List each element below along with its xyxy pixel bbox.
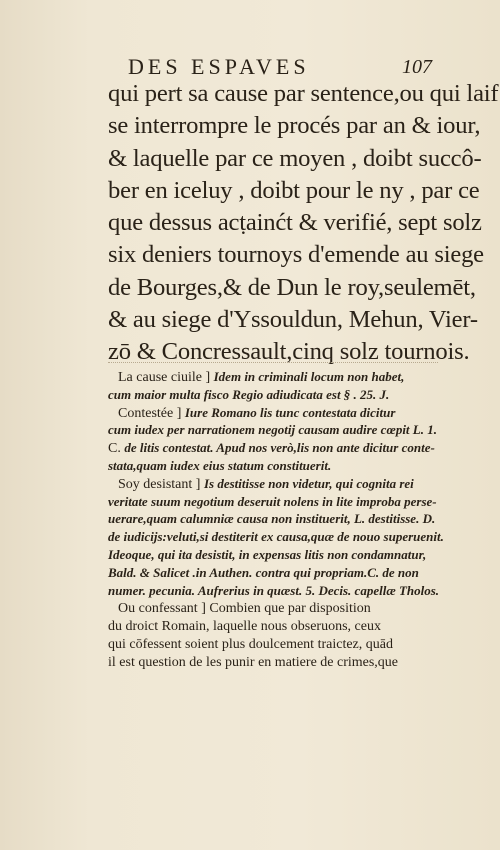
- annotations: [108, 368, 460, 671]
- main-line: de Bourges,& de Dun le roy,seulemēt,: [108, 273, 476, 301]
- running-head: DES ESPAVES: [128, 54, 310, 79]
- note-line: il est question de les punir en matiere de crimes,que: [108, 654, 399, 670]
- page-number: 107: [402, 56, 432, 78]
- note-line: veritate suum negotium deseruit nolens in lite improba perse-: [108, 493, 437, 509]
- note-line: C. de litis contestat. Apud nos verò,lis non ante dicitur conte-: [108, 440, 435, 457]
- note-line: La cause ciuile ] Idem in criminali locum non habet,: [118, 369, 405, 385]
- section-divider: [108, 362, 438, 364]
- note-line: Bald. & Salicet .in Authen. contra qui propriam.C. de non: [108, 564, 419, 580]
- main-line: zō & Concressault,cinq solz tournois.: [108, 338, 470, 366]
- note-line: qui cōfessent soient plus doulcement traictez, quād: [108, 636, 393, 652]
- main-paragraph: [108, 78, 499, 369]
- note-line: Ou confessant ] Combien que par disposition: [118, 601, 371, 617]
- note-line: cum iudex per narrationem negotij causam audire cœpit L. 1.: [108, 422, 437, 438]
- note-line: Soy desistant ] Is destitisse non videtur, qui cognita rei: [118, 475, 414, 492]
- note-line: stata,quam iudex eius statum constituerit.: [108, 457, 332, 473]
- note-line: numer. pecunia. Aufrerius in quæst. 5. Decis. capellæ Tholos.: [108, 582, 440, 598]
- note-line: de iudicijs:veluti,si destiterit ex causa,quæ de nouo superuenit.: [108, 529, 444, 545]
- note-line: uerare,quam calumniæ causa non instituerit, L. destitisse. D.: [108, 511, 436, 527]
- main-line: se interrompre le procés par an & iour,: [108, 112, 481, 140]
- note-line: cum maior multa fisco Regio adiudicata est § . 25. J.: [108, 386, 390, 402]
- main-line: qui pert sa cause par sentence,ou qui laif: [108, 80, 499, 107]
- main-line: six deniers tournoys d'emende au siege: [108, 241, 484, 269]
- note-line: du droict Romain, laquelle nous obseruons, ceux: [108, 619, 381, 635]
- main-line: & laquelle par ce moyen , doibt succô-: [108, 144, 482, 172]
- main-line: ber en iceluy , doibt pour le ny , par ce: [108, 176, 480, 204]
- note-line: Contestée ] Iure Romano lis tunc contestata dicitur: [118, 404, 396, 421]
- main-line: & au siege d'Yssouldun, Mehun, Vier-: [108, 306, 478, 334]
- note-line: Ideoque, qui ita desistit, in expensas litis non condamnatur,: [108, 546, 427, 562]
- main-line: que dessus acṭainćt & verifié, sept solz: [108, 209, 482, 237]
